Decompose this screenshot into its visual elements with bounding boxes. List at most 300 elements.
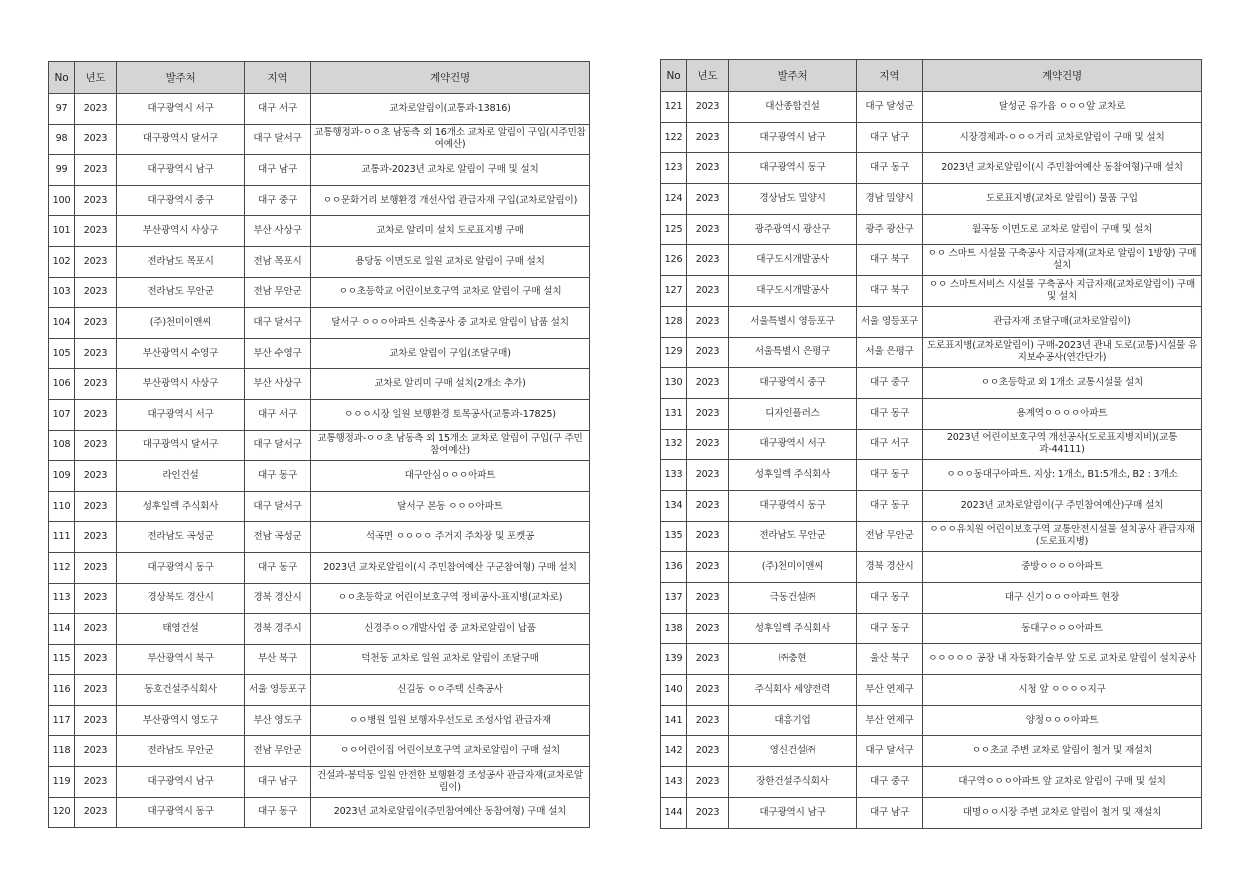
table-row [49,583,590,614]
cell-client: 전라남도 무안군 [729,521,857,552]
cell-year: 2023 [687,797,729,828]
cell-client: 대구광역시 서구 [117,94,245,125]
cell-year: 2023 [75,675,117,706]
table-row [49,399,590,430]
cell-no: 103 [49,277,75,308]
cell-region: 대구 동구 [857,583,923,614]
cell-title: 도로표지병(교차로 알림이) 물품 구입 [923,184,1202,215]
cell-client: 전라남도 무안군 [117,736,245,767]
cell-no: 116 [49,675,75,706]
cell-client: 대구광역시 남구 [117,767,245,798]
cell-year: 2023 [75,552,117,583]
cell-year: 2023 [687,705,729,736]
cell-year: 2023 [687,429,729,460]
cell-region: 대구 서구 [245,94,311,125]
cell-region: 울산 북구 [857,644,923,675]
cell-no: 100 [49,185,75,216]
table-row [49,430,590,461]
cell-no: 102 [49,246,75,277]
cell-client: 동호건설주식회사 [117,675,245,706]
cell-no: 132 [661,429,687,460]
cell-title: 건설과-봉덕동 일원 안전한 보행환경 조성공사 관급자재(교차로알림이) [311,767,590,798]
cell-year: 2023 [687,552,729,583]
cell-no: 110 [49,491,75,522]
cell-client: 부산광역시 영도구 [117,705,245,736]
header-year: 년도 [687,60,729,92]
cell-title: ㅇㅇㅇㅇㅇ 공장 내 자동화기술부 앞 도로 교차로 알림이 설치공사 [923,644,1202,675]
cell-region: 경북 경산시 [245,583,311,614]
cell-client: 성후일렉 주식회사 [729,460,857,491]
cell-year: 2023 [75,644,117,675]
cell-client: 대구광역시 남구 [117,155,245,186]
cell-region: 부산 북구 [245,644,311,675]
table-row [661,490,1202,521]
cell-no: 123 [661,153,687,184]
cell-region: 대구 중구 [857,767,923,798]
cell-client: 대구광역시 동구 [117,552,245,583]
table-row [49,614,590,645]
table-row [49,797,590,828]
cell-year: 2023 [75,369,117,400]
table-row [661,644,1202,675]
table-row [661,613,1202,644]
header-region: 지역 [857,60,923,92]
cell-year: 2023 [75,767,117,798]
cell-title: 대명ㅇㅇ시장 주변 교차로 알림이 철거 및 재설치 [923,797,1202,828]
cell-title: ㅇㅇ병원 일원 보행자우선도로 조성사업 관급자재 [311,705,590,736]
cell-title: ㅇㅇ초등학교 어린이보호구역 교차로 알림이 구매 설치 [311,277,590,308]
cell-client: 경상북도 경산시 [117,583,245,614]
cell-year: 2023 [75,308,117,339]
cell-region: 대구 달서구 [245,430,311,461]
cell-title: 2023년 교차로알림이(시 주민참여예산 구군참여형) 구매 설치 [311,552,590,583]
table-row [49,124,590,155]
cell-client: 대구광역시 동구 [729,490,857,521]
cell-year: 2023 [687,583,729,614]
table-row [49,94,590,125]
cell-client: 대구광역시 동구 [117,797,245,828]
cell-region: 부산 연제구 [857,705,923,736]
header-no: No [49,62,75,94]
cell-client: 대구광역시 서구 [729,429,857,460]
table-row [49,369,590,400]
cell-year: 2023 [75,124,117,155]
header-year: 년도 [75,62,117,94]
table-row [49,338,590,369]
cell-region: 대구 달서구 [857,736,923,767]
cell-region: 대구 동구 [245,797,311,828]
table-row [661,184,1202,215]
cell-title: 달서구 ㅇㅇㅇ아파트 신축공사 중 교차로 알림이 납품 설치 [311,308,590,339]
table-row [49,705,590,736]
cell-title: 교통행정과-ㅇㅇ초 남동측 외 15개소 교차로 알림이 구입(구 주민참여예산) [311,430,590,461]
cell-title: 용계역ㅇㅇㅇㅇ아파트 [923,398,1202,429]
cell-title: ㅇㅇ초교 주변 교차로 알림이 철거 및 재설치 [923,736,1202,767]
cell-region: 대구 북구 [857,276,923,307]
contract-table-left [48,61,590,828]
cell-year: 2023 [75,522,117,553]
cell-title: 신길동 ㅇㅇ주택 신축공사 [311,675,590,706]
cell-title: 시장경제과-ㅇㅇㅇ거리 교차로알림이 구매 및 설치 [923,122,1202,153]
cell-client: 경상남도 밀양시 [729,184,857,215]
table-row [49,216,590,247]
cell-year: 2023 [687,398,729,429]
cell-region: 전남 무안군 [245,736,311,767]
table-row [661,705,1202,736]
table-row [661,675,1202,706]
table-row [661,736,1202,767]
cell-no: 131 [661,398,687,429]
cell-client: 대구도시개발공사 [729,245,857,276]
cell-year: 2023 [75,491,117,522]
header-client: 발주처 [117,62,245,94]
cell-year: 2023 [687,122,729,153]
cell-title: 교차로 알리미 설치 도로표지병 구매 [311,216,590,247]
cell-year: 2023 [75,461,117,492]
cell-title: ㅇㅇ어린이집 어린이보호구역 교차로알림이 구매 설치 [311,736,590,767]
cell-no: 128 [661,306,687,337]
cell-no: 97 [49,94,75,125]
cell-no: 144 [661,797,687,828]
table-row [49,736,590,767]
cell-region: 대구 남구 [857,797,923,828]
table-row [49,522,590,553]
cell-client: (주)천미이앤씨 [117,308,245,339]
cell-client: 부산광역시 사상구 [117,369,245,400]
cell-region: 대구 동구 [857,490,923,521]
cell-client: 디자인플러스 [729,398,857,429]
cell-title: 달성군 유가읍 ㅇㅇㅇ앞 교차로 [923,92,1202,123]
cell-region: 대구 서구 [857,429,923,460]
table-header-row [49,62,590,94]
cell-client: 성후일렉 주식회사 [729,613,857,644]
cell-client: 광주광역시 광산구 [729,214,857,245]
table-row [49,155,590,186]
cell-title: 달서구 본동 ㅇㅇㅇ아파트 [311,491,590,522]
cell-year: 2023 [75,216,117,247]
table-row [661,337,1202,368]
cell-title: ㅇㅇ초등학교 어린이보호구역 정비공사-표지병(교차로) [311,583,590,614]
cell-year: 2023 [75,736,117,767]
cell-region: 대구 남구 [857,122,923,153]
table-row [661,583,1202,614]
cell-no: 119 [49,767,75,798]
cell-region: 대구 동구 [245,461,311,492]
cell-region: 대구 달서구 [245,124,311,155]
cell-year: 2023 [687,644,729,675]
cell-region: 부산 영도구 [245,705,311,736]
table-row [49,675,590,706]
cell-title: 대구역ㅇㅇㅇ아파트 앞 교차로 알림이 구매 및 설치 [923,767,1202,798]
table-row [661,92,1202,123]
cell-no: 143 [661,767,687,798]
cell-client: 대구광역시 동구 [729,153,857,184]
cell-year: 2023 [687,490,729,521]
cell-no: 99 [49,155,75,186]
cell-no: 129 [661,337,687,368]
cell-client: 서울특별시 은평구 [729,337,857,368]
cell-year: 2023 [687,460,729,491]
table-row [661,214,1202,245]
cell-year: 2023 [75,399,117,430]
cell-client: 전라남도 곡성군 [117,522,245,553]
table-row [661,398,1202,429]
header-title: 계약건명 [311,62,590,94]
table-row [661,460,1202,491]
cell-client: 부산광역시 사상구 [117,216,245,247]
cell-client: (주)천미이앤씨 [729,552,857,583]
cell-region: 대구 동구 [857,613,923,644]
cell-no: 140 [661,675,687,706]
cell-client: 영신건설㈜ [729,736,857,767]
cell-no: 113 [49,583,75,614]
cell-no: 114 [49,614,75,645]
cell-no: 136 [661,552,687,583]
cell-client: 전라남도 무안군 [117,277,245,308]
table-row [661,306,1202,337]
cell-client: 대구광역시 중구 [117,185,245,216]
cell-region: 전남 곡성군 [245,522,311,553]
cell-title: 대구 신기ㅇㅇㅇ아파트 현장 [923,583,1202,614]
cell-region: 서울 은평구 [857,337,923,368]
cell-title: 중방ㅇㅇㅇㅇ아파트 [923,552,1202,583]
cell-no: 133 [661,460,687,491]
cell-client: 대구광역시 남구 [729,797,857,828]
cell-no: 109 [49,461,75,492]
cell-region: 대구 중구 [245,185,311,216]
table-row [661,276,1202,307]
cell-year: 2023 [75,705,117,736]
cell-region: 전남 목포시 [245,246,311,277]
table-row [661,767,1202,798]
cell-region: 서울 영등포구 [245,675,311,706]
table-row [49,491,590,522]
cell-title: 교차로알림이(교통과-13816) [311,94,590,125]
table-row [49,277,590,308]
cell-region: 대구 달성군 [857,92,923,123]
cell-year: 2023 [687,276,729,307]
cell-year: 2023 [687,245,729,276]
cell-year: 2023 [75,94,117,125]
cell-title: ㅇㅇㅇ유치원 어린이보호구역 교통안전시설물 설치공사 관급자재(도로표지병) [923,521,1202,552]
cell-title: 양정ㅇㅇㅇ아파트 [923,705,1202,736]
cell-region: 대구 동구 [857,460,923,491]
cell-client: 부산광역시 북구 [117,644,245,675]
cell-no: 106 [49,369,75,400]
cell-client: 대구광역시 달서구 [117,124,245,155]
cell-client: 태영건설 [117,614,245,645]
header-no: No [661,60,687,92]
cell-client: 대구도시개발공사 [729,276,857,307]
cell-region: 전남 무안군 [245,277,311,308]
cell-no: 105 [49,338,75,369]
cell-year: 2023 [687,92,729,123]
cell-region: 대구 달서구 [245,491,311,522]
cell-title: 용당동 이면도로 일원 교차로 알림이 구매 설치 [311,246,590,277]
cell-client: 대구광역시 서구 [117,399,245,430]
cell-client: 성후일렉 주식회사 [117,491,245,522]
cell-no: 126 [661,245,687,276]
cell-no: 111 [49,522,75,553]
cell-year: 2023 [75,430,117,461]
cell-no: 118 [49,736,75,767]
cell-region: 대구 남구 [245,155,311,186]
contract-table-right [660,59,1202,829]
table-row [661,368,1202,399]
cell-year: 2023 [687,153,729,184]
cell-no: 117 [49,705,75,736]
cell-client: 대구광역시 달서구 [117,430,245,461]
table-row [49,185,590,216]
cell-title: 교통행정과-ㅇㅇ초 남동측 외 16개소 교차로 알림이 구입(시주민참여예산) [311,124,590,155]
cell-year: 2023 [687,736,729,767]
cell-region: 대구 동구 [857,398,923,429]
cell-title: 덕천동 교차로 일원 교차로 알림이 조달구매 [311,644,590,675]
cell-client: 극동건설㈜ [729,583,857,614]
cell-year: 2023 [687,214,729,245]
cell-no: 108 [49,430,75,461]
cell-title: 동대구ㅇㅇㅇ아파트 [923,613,1202,644]
table-row [49,308,590,339]
cell-client: 전라남도 목포시 [117,246,245,277]
cell-year: 2023 [75,338,117,369]
cell-client: 장한건설주식회사 [729,767,857,798]
header-title: 계약건명 [923,60,1202,92]
cell-region: 대구 남구 [245,767,311,798]
cell-title: 월곡동 이면도로 교차로 알림이 구매 및 설치 [923,214,1202,245]
cell-region: 대구 북구 [857,245,923,276]
cell-title: 2023년 교차로알림이(시 주민참여예산 동참여형)구매 설치 [923,153,1202,184]
table-row [49,552,590,583]
cell-no: 122 [661,122,687,153]
cell-title: 2023년 교차로알림이(주민참여예산 동참여형) 구매 설치 [311,797,590,828]
cell-year: 2023 [687,368,729,399]
cell-year: 2023 [75,797,117,828]
cell-no: 98 [49,124,75,155]
cell-no: 112 [49,552,75,583]
cell-region: 대구 서구 [245,399,311,430]
cell-no: 130 [661,368,687,399]
cell-client: 대산종합건설 [729,92,857,123]
cell-no: 141 [661,705,687,736]
cell-year: 2023 [687,613,729,644]
cell-region: 대구 동구 [857,153,923,184]
cell-region: 경북 경주시 [245,614,311,645]
cell-year: 2023 [687,184,729,215]
cell-title: 교차로 알림이 구입(조달구매) [311,338,590,369]
table-row [49,461,590,492]
cell-year: 2023 [75,246,117,277]
cell-no: 101 [49,216,75,247]
cell-title: ㅇㅇㅇ동대구아파트. 지상: 1개소, B1:5개소, B2 : 3개소 [923,460,1202,491]
cell-region: 부산 수영구 [245,338,311,369]
cell-no: 124 [661,184,687,215]
cell-year: 2023 [75,614,117,645]
cell-title: ㅇㅇ 스마트서비스 시설물 구축공사 지급자재(교차로알림이) 구매 및 설치 [923,276,1202,307]
cell-year: 2023 [75,277,117,308]
cell-year: 2023 [75,155,117,186]
table-row [661,429,1202,460]
table-row [661,153,1202,184]
cell-no: 107 [49,399,75,430]
cell-region: 부산 사상구 [245,369,311,400]
cell-title: 시청 앞 ㅇㅇㅇㅇ지구 [923,675,1202,706]
table-row [661,521,1202,552]
cell-year: 2023 [687,337,729,368]
cell-year: 2023 [687,306,729,337]
cell-client: 대구광역시 남구 [729,122,857,153]
cell-no: 138 [661,613,687,644]
cell-year: 2023 [75,185,117,216]
cell-title: 2023년 어린이보호구역 개선공사(도로표지병지비)(교통과-44111) [923,429,1202,460]
cell-title: 도로표지병(교차로알림이) 구매-2023년 관내 도로(교통)시설물 유지보수공사(연간단가) [923,337,1202,368]
cell-client: ㈜충현 [729,644,857,675]
cell-title: 관급자재 조달구매(교차로알림이) [923,306,1202,337]
cell-client: 서울특별시 영등포구 [729,306,857,337]
table-row [661,552,1202,583]
cell-no: 125 [661,214,687,245]
cell-year: 2023 [687,675,729,706]
table-row [661,122,1202,153]
cell-year: 2023 [687,521,729,552]
cell-title: ㅇㅇ 스마트 시설물 구축공사 지급자재(교차로 알림이 1방향) 구매 설치 [923,245,1202,276]
cell-no: 127 [661,276,687,307]
cell-title: 대구안심ㅇㅇㅇ아파트 [311,461,590,492]
cell-region: 부산 사상구 [245,216,311,247]
cell-region: 서울 영등포구 [857,306,923,337]
table-row [49,644,590,675]
table-row [49,246,590,277]
cell-region: 대구 달서구 [245,308,311,339]
cell-client: 대흥기업 [729,705,857,736]
cell-region: 경북 경산시 [857,552,923,583]
cell-no: 115 [49,644,75,675]
cell-title: 2023년 교차로알림이(구 주민참여예산)구매 설치 [923,490,1202,521]
table-row [49,767,590,798]
header-client: 발주처 [729,60,857,92]
header-region: 지역 [245,62,311,94]
cell-year: 2023 [687,767,729,798]
cell-no: 104 [49,308,75,339]
cell-title: 석곡면 ㅇㅇㅇㅇ 주거지 주차장 및 포켓공 [311,522,590,553]
table-row [661,797,1202,828]
cell-no: 134 [661,490,687,521]
table-header-row [661,60,1202,92]
cell-client: 주식회사 세양전력 [729,675,857,706]
table-row [661,245,1202,276]
cell-no: 137 [661,583,687,614]
cell-title: ㅇㅇㅇ시장 일원 보행환경 토목공사(교통과-17825) [311,399,590,430]
cell-no: 120 [49,797,75,828]
cell-title: 신경주ㅇㅇ개발사업 중 교차로알림이 납품 [311,614,590,645]
cell-client: 대구광역시 중구 [729,368,857,399]
cell-region: 경남 밀양시 [857,184,923,215]
cell-region: 전남 무안군 [857,521,923,552]
cell-title: ㅇㅇ초등학교 외 1개소 교통시설물 설치 [923,368,1202,399]
cell-title: 교차로 알리미 구매 설치(2개소 추가) [311,369,590,400]
cell-no: 135 [661,521,687,552]
cell-region: 대구 동구 [245,552,311,583]
cell-no: 142 [661,736,687,767]
cell-no: 139 [661,644,687,675]
cell-client: 부산광역시 수영구 [117,338,245,369]
cell-region: 대구 중구 [857,368,923,399]
cell-year: 2023 [75,583,117,614]
cell-title: 교통과-2023년 교차로 알림이 구매 및 설치 [311,155,590,186]
cell-title: ㅇㅇ문화거리 보행환경 개선사업 관급자재 구입(교차로알림이) [311,185,590,216]
cell-region: 광주 광산구 [857,214,923,245]
cell-client: 라인건설 [117,461,245,492]
